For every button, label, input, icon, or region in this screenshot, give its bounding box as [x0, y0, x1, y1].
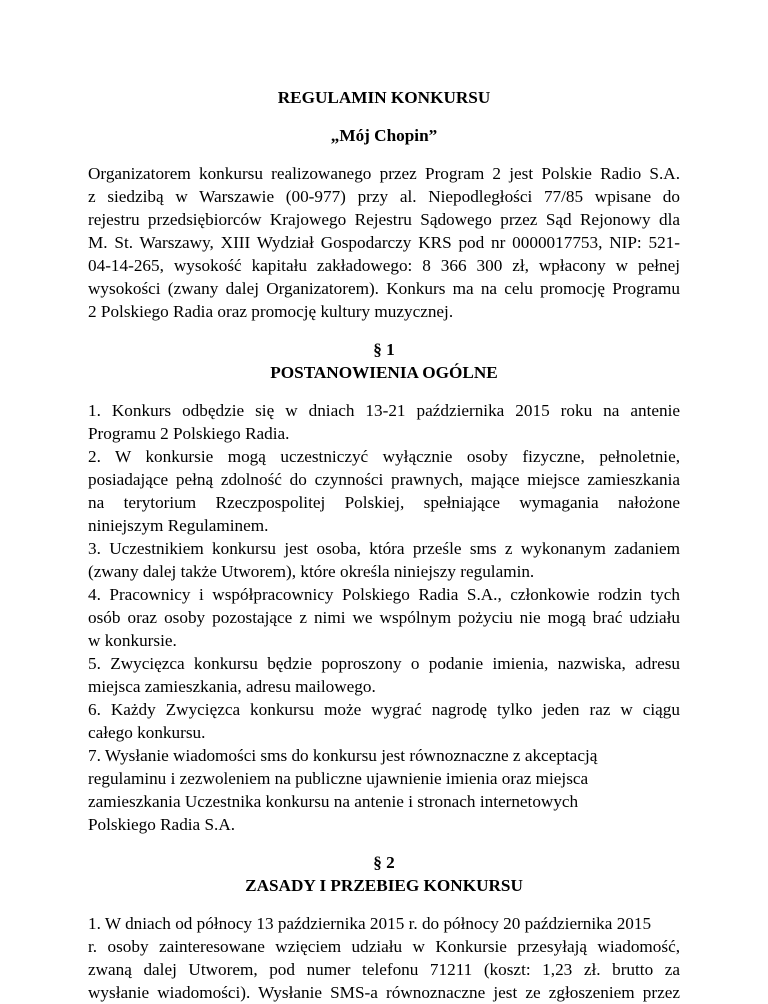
- section-line: na terytorium Rzeczpospolitej Polskiej, spełniające wymagania nałożone: [88, 493, 680, 512]
- section-line: niniejszym Regulaminem.: [88, 516, 269, 535]
- intro-line: 2 Polskiego Radia oraz promocję kultury muzycznej.: [88, 302, 454, 321]
- section-line: Polskiego Radia S.A.: [88, 815, 236, 834]
- section-line: osób oraz osoby pozostające z nimi we wspólnym pożyciu nie mogą brać udziału: [88, 608, 680, 627]
- section-number: § 2: [373, 853, 395, 872]
- section-line: w konkursie.: [88, 631, 177, 650]
- section-line: 3. Uczestnikiem konkursu jest osoba, która prześle sms z wykonanym zadaniem: [88, 539, 680, 558]
- section-line: posiadające pełną zdolność do czynności prawnych, mające miejsce zamieszkania: [88, 470, 680, 489]
- section-line: zamieszkania Uczestnika konkursu na antenie i stronach internetowych: [88, 792, 579, 811]
- section-line: zwaną dalej Utworem, pod numer telefonu 71211 (koszt: 1,23 zł. brutto za: [88, 960, 680, 979]
- section-line: 6. Każdy Zwycięzca konkursu może wygrać nagrodę tylko jeden raz w ciągu: [88, 700, 680, 719]
- intro-line: rejestru przedsiębiorców Krajowego Rejestru Sądowego przez Sąd Rejonowy dla: [88, 210, 680, 229]
- section-number: § 1: [373, 340, 395, 359]
- section-line: 2. W konkursie mogą uczestniczyć wyłącznie osoby fizyczne, pełnoletnie,: [88, 447, 680, 466]
- section-line: 5. Zwycięzca konkursu będzie poproszony o podanie imienia, nazwiska, adresu: [88, 654, 680, 673]
- section-line: wysłanie wiadomości). Wysłanie SMS-a równoznaczne jest ze zgłoszeniem przez: [88, 983, 680, 1002]
- section-line: Programu 2 Polskiego Radia.: [88, 424, 290, 443]
- intro-line: wysokości (zwany dalej Organizatorem). Konkurs ma na celu promocję Programu: [88, 279, 680, 298]
- section-line: 1. Konkurs odbędzie się w dniach 13-21 października 2015 roku na antenie: [88, 401, 680, 420]
- section-line: całego konkursu.: [88, 723, 206, 742]
- intro-line: M. St. Warszawy, XIII Wydział Gospodarczy KRS pod nr 0000017753, NIP: 521-: [88, 233, 680, 252]
- section-line: miejsca zamieszkania, adresu mailowego.: [88, 677, 376, 696]
- document-title: REGULAMIN KONKURSU: [277, 88, 491, 107]
- section-line: regulaminu i zezwoleniem na publiczne ujawnienie imienia oraz miejsca: [88, 769, 589, 788]
- section-heading: ZASADY I PRZEBIEG KONKURSU: [245, 876, 523, 895]
- document-subtitle: „Mój Chopin”: [330, 126, 438, 145]
- section-line: 7. Wysłanie wiadomości sms do konkursu jest równoznaczne z akceptacją: [88, 746, 598, 765]
- intro-line: 04-14-265, wysokość kapitału zakładowego: 8 366 300 zł, wpłacony w pełnej: [88, 256, 680, 275]
- section-line: 1. W dniach od północy 13 października 2015 r. do północy 20 października 2015: [88, 914, 652, 933]
- intro-line: Organizatorem konkursu realizowanego przez Program 2 jest Polskie Radio S.A.: [88, 164, 680, 183]
- section-line: (zwany dalej także Utworem), które określa niniejszy regulamin.: [88, 562, 535, 581]
- section-line: r. osoby zainteresowane wzięciem udziału w Konkursie przesyłają wiadomość,: [88, 937, 680, 956]
- intro-line: z siedzibą w Warszawie (00-977) przy al. Niepodległości 77/85 wpisane do: [88, 187, 680, 206]
- section-line: 4. Pracownicy i współpracownicy Polskiego Radia S.A., członkowie rodzin tych: [88, 585, 680, 604]
- section-heading: POSTANOWIENIA OGÓLNE: [270, 363, 498, 382]
